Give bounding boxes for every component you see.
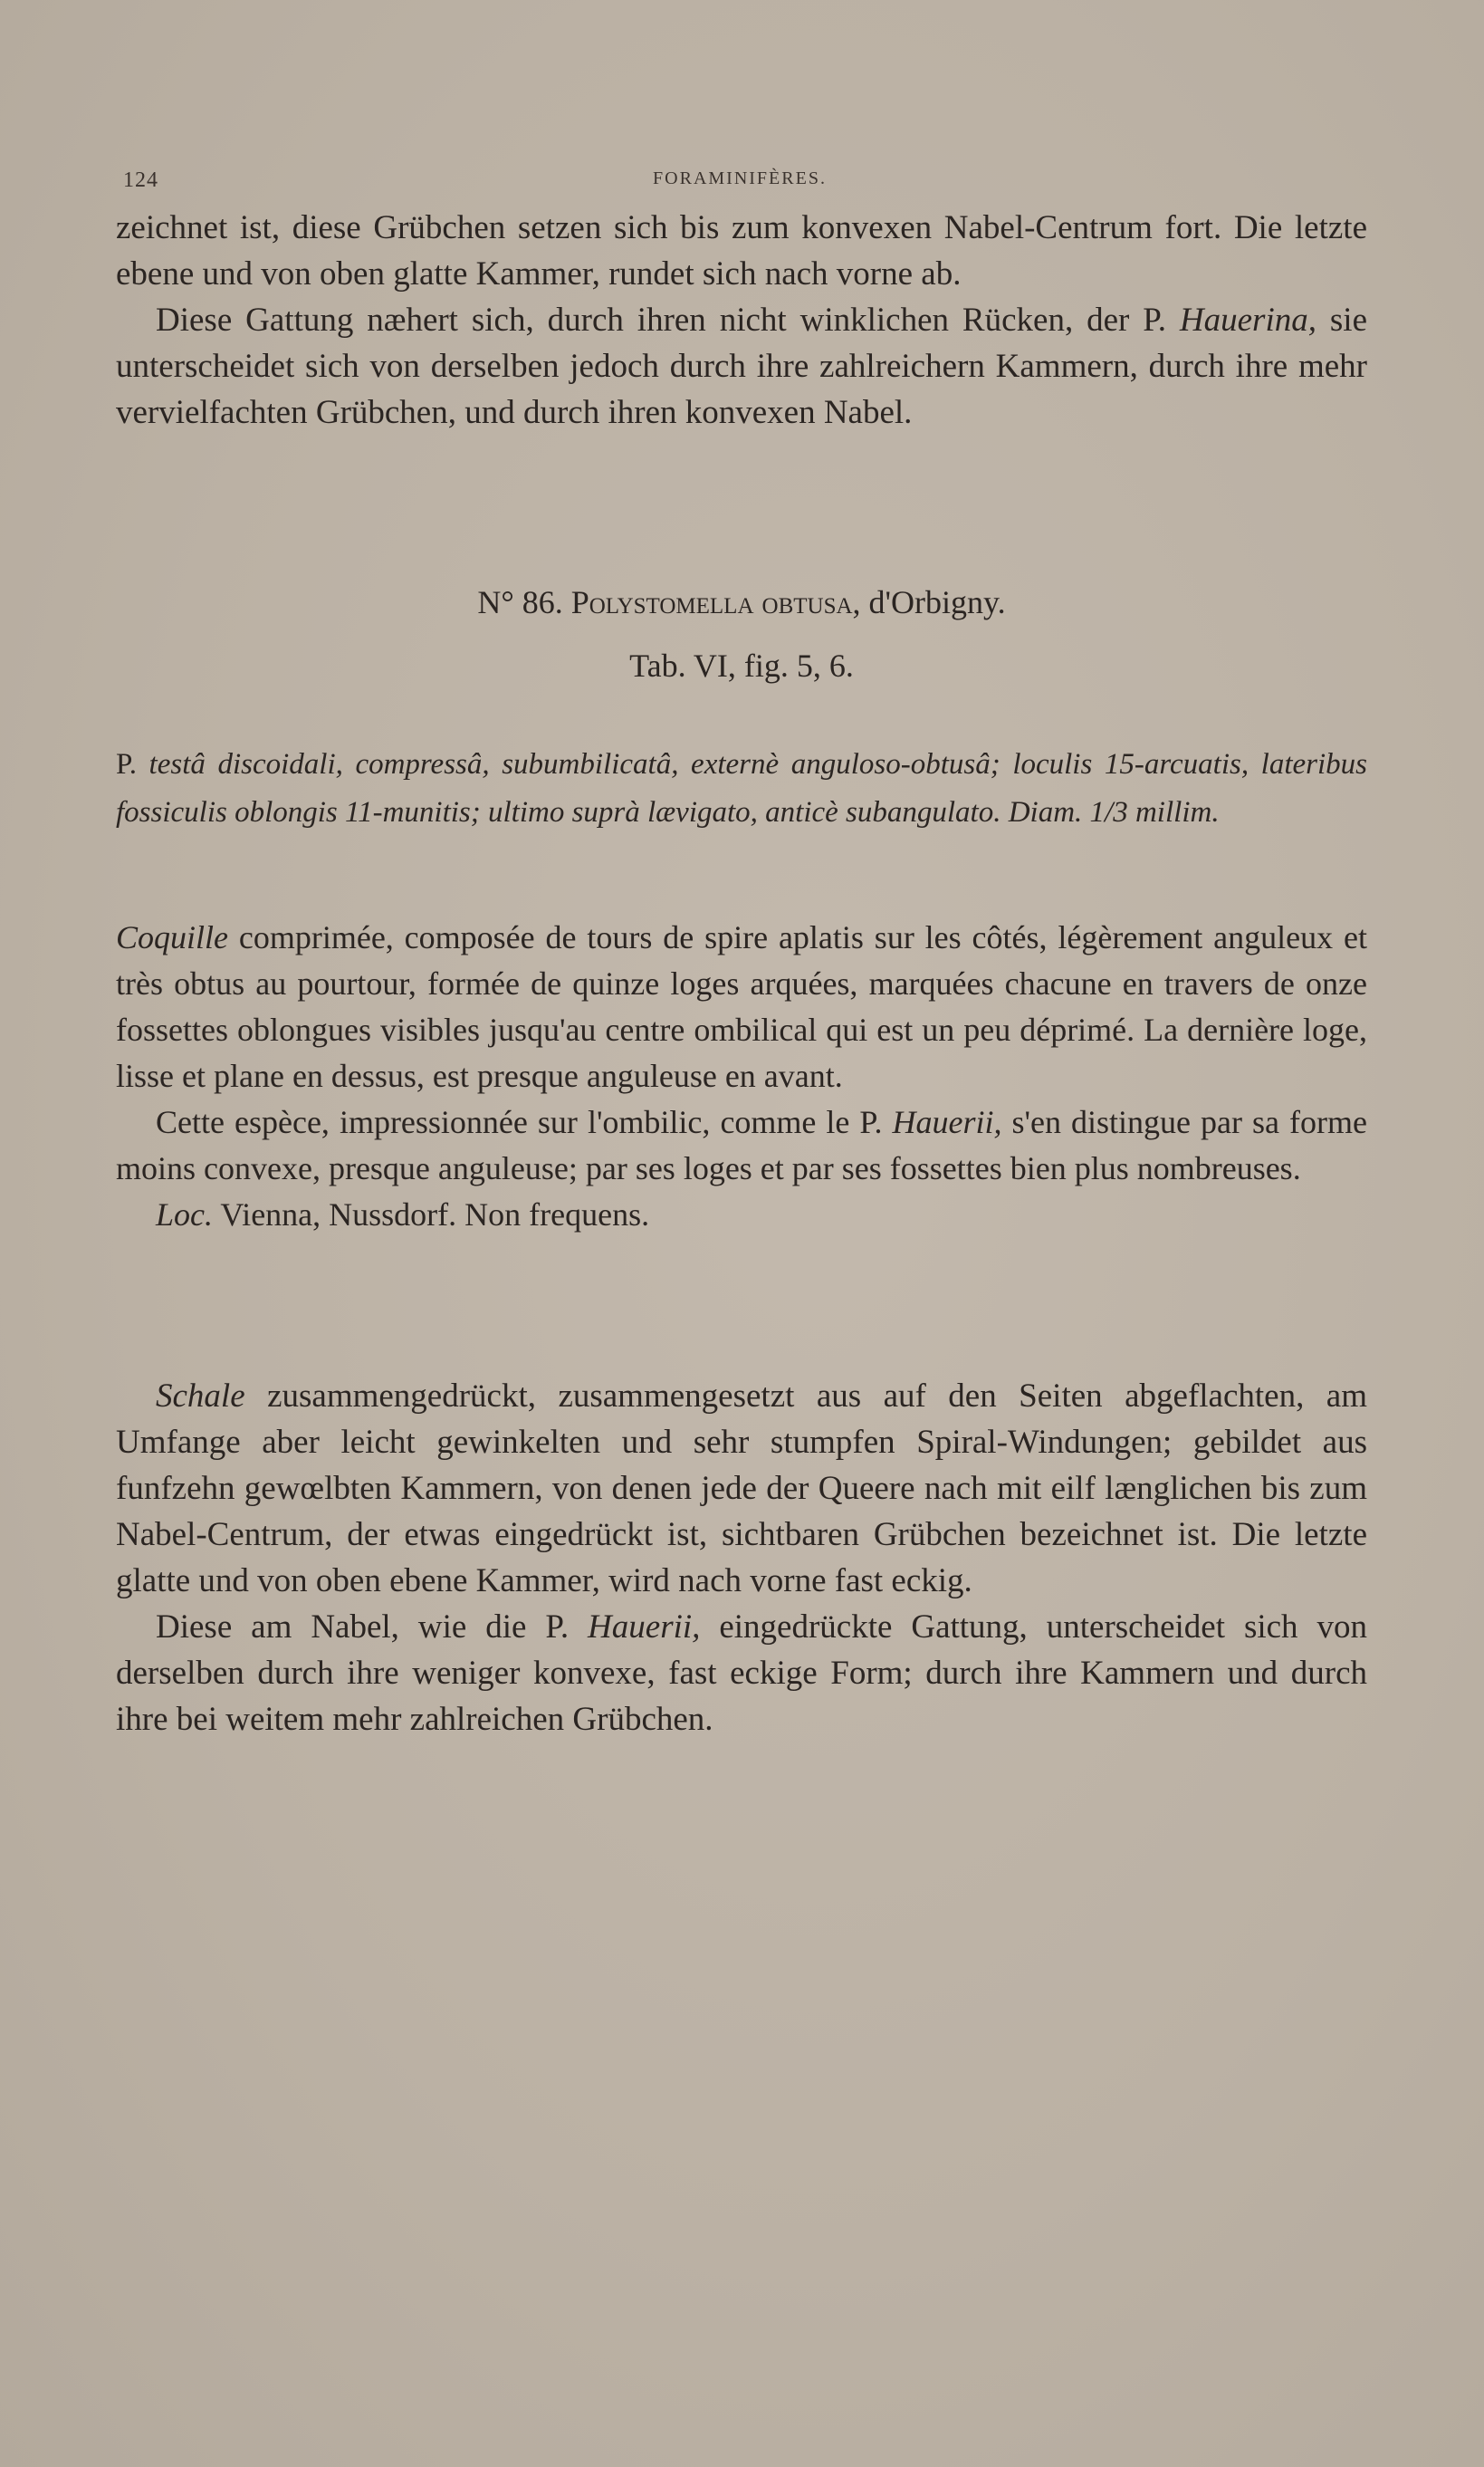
species-epithet: obtusa bbox=[761, 584, 853, 620]
german-intro-paragraph-1: zeichnet ist, diese Grübchen setzen sich bis zum konvexen Nabel-Centrum fort. Die letzte ebene und von oben glatte Kammer, rundet sich nach vorne ab. bbox=[116, 209, 1367, 293]
german-description bbox=[116, 1373, 1367, 1742]
french-paragraph-2: Cette espèce, impressionnée sur l'ombilic, comme le P. Hauerii, s'en distingue par sa forme moins convexe, presque anguleuse; par ses loges et par ses fossettes bien plus nombreuses. bbox=[116, 1104, 1367, 1186]
diagnosis-abbr: P. bbox=[116, 748, 137, 781]
taxon-name: Hauerina, bbox=[1179, 302, 1316, 339]
french-paragraph-1: Coquille comprimée, composée de tours de spire aplatis sur les côtés, légèrement anguleux et très obtus au pourtour, formée de quinze loges arquées, marquées chacune en travers de onze fossettes oblongues visibles jusqu'au centre ombilical qui est un peu déprimé. La dernière loge, lisse et plane en dessus, est presque anguleuse en avant. bbox=[116, 919, 1367, 1094]
diagnosis-text: testâ discoidali, compressâ, subumbilicatâ, externè anguloso-obtusâ; loculis 15-arcuatis, lateribus fossiculis oblongis 11-munitis; ultimo suprà lævigato, anticè subangulato. Diam. 1/3 millim. bbox=[116, 748, 1368, 829]
french-description bbox=[116, 915, 1367, 1238]
german-intro-paragraph-2: Diese Gattung næhert sich, durch ihren nicht winklichen Rücken, der P. Hauerina, sie unterscheidet sich von derselben jedoch durch ihre zahlreichern Kammern, durch ihre mehr vervielfachten Grübchen, und durch ihren konvexen Nabel. bbox=[116, 302, 1367, 431]
latin-diagnosis bbox=[116, 741, 1367, 837]
species-author: , d'Orbigny. bbox=[852, 584, 1006, 620]
running-head: FORAMINIFÈRES. bbox=[653, 168, 827, 188]
german-desc-paragraph-2: Diese am Nabel, wie die P. Hauerii, eingedrückte Gattung, unterscheidet sich von derselben durch ihre weniger konvexe, fast eckige Form; durch ihre Kammern und durch ihre bei weitem mehr zahlreichen Grübchen. bbox=[116, 1608, 1367, 1738]
locality-line: Loc. Vienna, Nussdorf. Non frequens. bbox=[156, 1196, 650, 1233]
page-number: 124 bbox=[123, 168, 158, 192]
german-intro-section bbox=[116, 205, 1367, 436]
species-title bbox=[116, 580, 1367, 625]
german-desc-paragraph-1: Schale zusammengedrückt, zusammengesetzt aus auf den Seiten abgeflachten, am Umfange aber leicht gewinkelten und sehr stumpfen Spiral-Windungen; gebildet aus funfzehn gewœlbten Kammern, von denen jede der Queere nach mit eilf længlichen bis zum Nabel-Centrum, der etwas eingedrückt ist, sichtbaren Grübchen bezeichnet ist. Die letzte glatte und von oben ebene Kammer, wird nach vorne fast eckig. bbox=[116, 1377, 1367, 1599]
plate-reference: Tab. VI, fig. 5, 6. bbox=[629, 648, 854, 684]
page-header bbox=[123, 168, 1373, 199]
species-genus: Polystomella bbox=[570, 584, 754, 620]
species-number: N° 86. bbox=[477, 584, 563, 620]
